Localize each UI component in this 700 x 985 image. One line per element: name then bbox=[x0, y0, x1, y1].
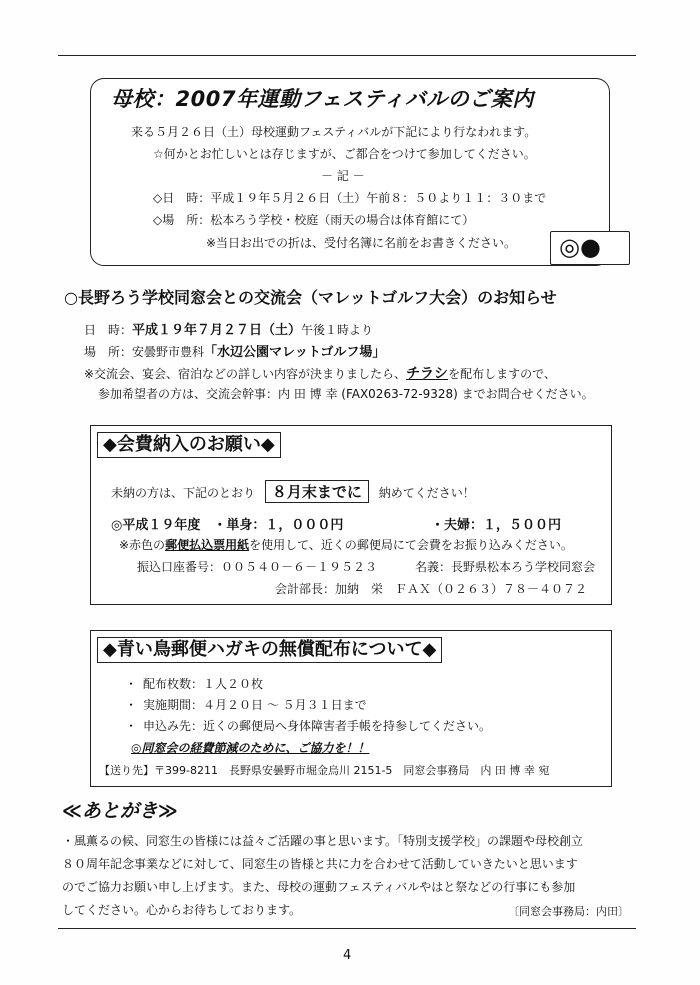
bird-bullet-3: ・ bbox=[125, 719, 138, 733]
bird-title: ◆青い鳥郵便ハガキの無償配布について◆ bbox=[97, 637, 442, 663]
bird-item-1-text: 配布枚数：１人２０枚 bbox=[143, 677, 264, 691]
festival-place: ◇場 所：松本ろう学校・校庭（雨天の場合は体育館にて） bbox=[153, 213, 475, 227]
golf-flyer: チラシ bbox=[406, 366, 449, 382]
golf-date bbox=[84, 319, 373, 338]
festival-mark: ◎● bbox=[559, 233, 601, 261]
afterword-line-1: ・風薫るの候、同窓生の皆様には益々ご活躍の事と思います。「特別支援学校」の課題や母校創立 bbox=[62, 834, 584, 848]
golf-note-1c: を配布しますので、 bbox=[448, 367, 556, 381]
golf-heading: ○長野ろう学校同窓会との交流会（マレットゴルフ大会）のお知らせ bbox=[64, 288, 557, 307]
bird-address: 【送り先】〒399-8211 長野県安曇野市堀金烏川 2151-5 同窓会事務局 内 田 博 幸 宛 bbox=[99, 764, 550, 777]
golf-note-1 bbox=[84, 363, 556, 383]
bird-item-2 bbox=[125, 696, 367, 713]
festival-box bbox=[90, 78, 610, 266]
fee-line-2a: ◎平成１９年度 ・単身：１，０００円 bbox=[111, 518, 344, 533]
afterword-line-3: のでご協力お願い申し上げます。また、母校の運動フェスティバルやはと祭などの行事にも参加 bbox=[62, 880, 576, 894]
festival-date: ◇日 時：平成１９年５月２６日（土）午前８：５０より１１：３０まで bbox=[153, 191, 547, 205]
fee-line-3a: ※赤色の bbox=[119, 538, 166, 552]
golf-note-1a: ※交流会、宴会、宿泊などの詳しい内容が決まりましたら、 bbox=[84, 367, 407, 381]
fee-postal-form: 郵便払込票用紙 bbox=[165, 538, 250, 552]
festival-mark-box bbox=[550, 231, 630, 265]
bird-bullet-1: ・ bbox=[125, 677, 138, 691]
fee-line-3c: を使用して、近くの郵便局にて会費をお振り込みください。 bbox=[249, 538, 573, 552]
festival-intro-1: 来る５月２６日（土）母校運動フェスティバルが下記により行なわれます。 bbox=[131, 125, 537, 139]
festival-title: 母校：2007年運動フェスティバルのご案内 bbox=[111, 87, 534, 111]
afterword-line-4: してください。心からお待ちしております。 bbox=[62, 903, 302, 917]
bird-item-3 bbox=[125, 717, 491, 734]
golf-place-value: 「水辺公園マレットゴルフ場」 bbox=[204, 345, 386, 360]
fee-box bbox=[90, 425, 612, 605]
golf-place bbox=[84, 341, 385, 360]
golf-date-value: 平成１９年７月２７日（土） bbox=[132, 323, 302, 338]
golf-note-2: 参加希望者の方は、交流会幹事：内 田 博 幸 (FAX0263-72-9328) までお問合せください。 bbox=[98, 387, 594, 401]
fee-account: 振込口座番号：００５４０－６－１９５２３ bbox=[137, 560, 378, 574]
fee-line-1 bbox=[111, 480, 475, 503]
bird-box bbox=[90, 630, 612, 787]
afterword-signature: 〔同窓会事務局：内田〕 bbox=[508, 905, 629, 918]
bottom-rule bbox=[58, 928, 636, 929]
festival-note: ※当日お出での折は、受付名簿に名前をお書きください。 bbox=[206, 236, 517, 250]
afterword-line-2: ８０周年記念事業などに対して、同窓生の皆様と共に力を合わせて活動していきたいと思います bbox=[62, 857, 578, 871]
golf-date-rest: 午後１時より bbox=[301, 323, 374, 337]
bird-item-1 bbox=[125, 675, 263, 692]
top-rule bbox=[58, 55, 636, 56]
festival-ki: － 記 － bbox=[321, 169, 365, 183]
fee-deadline: ８月末までに bbox=[265, 480, 369, 503]
fee-account-name: 名義：長野県松本ろう学校同窓会 bbox=[415, 560, 596, 574]
bird-item-3-text: 申込み先：近くの郵便局へ身体障害者手帳を持参してください。 bbox=[143, 719, 492, 733]
bird-appeal: ◎同窓会の経費節減のために、ご協力を！！ bbox=[131, 741, 370, 755]
fee-line-1a: 未納の方は、下記のとおり bbox=[111, 486, 256, 500]
page-number: 4 bbox=[343, 948, 352, 963]
bird-bullet-2: ・ bbox=[125, 698, 138, 712]
afterword-title: ≪あとがき≫ bbox=[62, 800, 178, 822]
fee-line-2b: ・夫婦：１，５００円 bbox=[431, 518, 562, 533]
fee-line-3 bbox=[119, 536, 573, 553]
fee-treasurer: 会計部長：加納 栄 ＦＡＸ（０２６３）７８－４０７２ bbox=[275, 582, 588, 596]
golf-place-label: 場 所：安曇野市豊科 bbox=[84, 345, 205, 359]
festival-intro-2: ☆何かとお忙しいとは存じますが、ご都合をつけて参加してください。 bbox=[153, 147, 536, 161]
fee-line-1c: 納めてください！ bbox=[378, 486, 475, 500]
bird-item-2-text: 実施期間：４月２０日 ～ ５月３１日まで bbox=[143, 698, 367, 712]
golf-date-label: 日 時： bbox=[84, 323, 133, 337]
fee-title: ◆会費納入のお願い◆ bbox=[97, 432, 281, 458]
